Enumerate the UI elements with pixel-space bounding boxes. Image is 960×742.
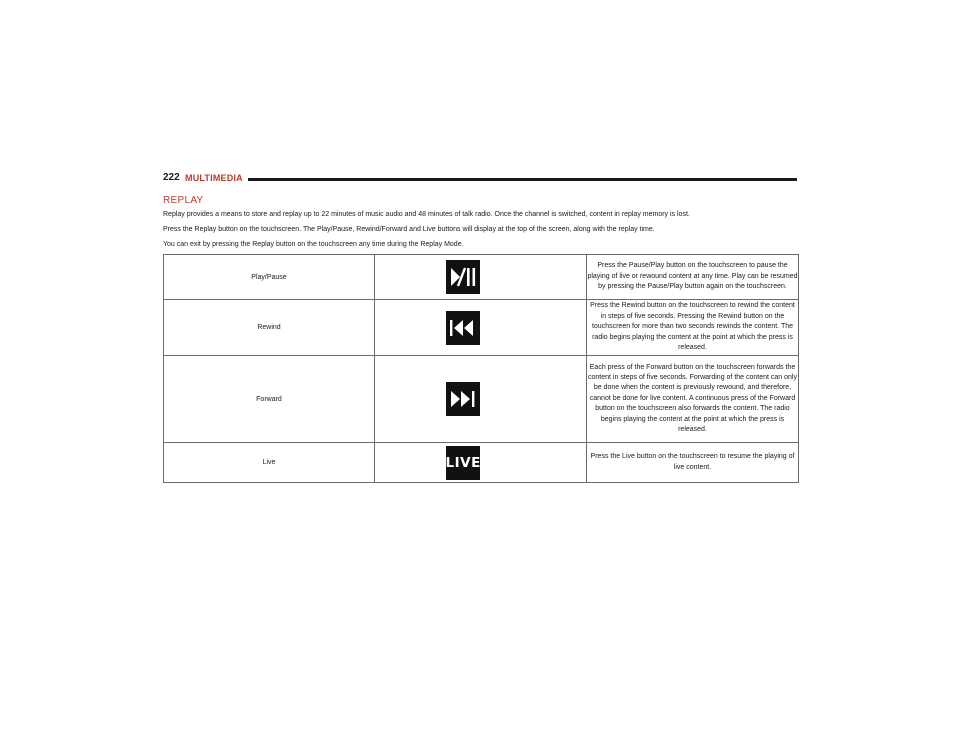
page-number: 222 <box>163 172 180 183</box>
replay-controls-table <box>163 254 799 483</box>
table-row <box>164 255 799 300</box>
control-description: Each press of the Forward button on the touchscreen forwards the content in steps of five seconds. Forwarding of the content can only be done when the content is previously rewound, and therefore, cannot be done for live content. A continuous press of the Forward button on the touchscreen also forwards the content. The radio begins playing the content at the point at which the press is released. <box>587 356 799 443</box>
table-row <box>164 356 799 443</box>
rewind-icon <box>446 311 480 345</box>
section-title: MULTIMEDIA <box>185 173 243 183</box>
control-description: Press the Rewind button on the touchscreen to rewind the content in steps of five seconds. Pressing the Rewind button on the touchscreen for more than two seconds rewinds the content. The radio begins playing the content at the point at which the press is released. <box>587 300 799 356</box>
control-label: Rewind <box>164 300 375 356</box>
table-row <box>164 443 799 483</box>
paragraph: You can exit by pressing the Replay button on the touchscreen any time during the Replay Mode. <box>163 241 464 248</box>
table-row <box>164 300 799 356</box>
control-label: Play/Pause <box>164 255 375 300</box>
live-icon-text: LIVE <box>445 454 481 471</box>
forward-icon <box>446 382 480 416</box>
page-header <box>163 172 797 186</box>
control-description: Press the Pause/Play button on the touchscreen to pause the playing of live or rewound content at any time. Play can be resumed by pressing the Pause/Play button again on the touchscreen. <box>587 255 799 300</box>
control-label: Live <box>164 443 375 483</box>
control-label: Forward <box>164 356 375 443</box>
play-pause-icon <box>446 260 480 294</box>
paragraph: Replay provides a means to store and replay up to 22 minutes of music audio and 48 minutes of talk radio. Once the channel is switched, content in replay memory is lost. <box>163 211 690 218</box>
section-heading: REPLAY <box>163 195 204 206</box>
paragraph: Press the Replay button on the touchscreen. The Play/Pause, Rewind/Forward and Live buttons will display at the top of the screen, along with the replay time. <box>163 226 655 233</box>
header-rule <box>248 178 797 181</box>
control-description: Press the Live button on the touchscreen to resume the playing of live content. <box>587 443 799 483</box>
live-icon <box>446 446 480 480</box>
